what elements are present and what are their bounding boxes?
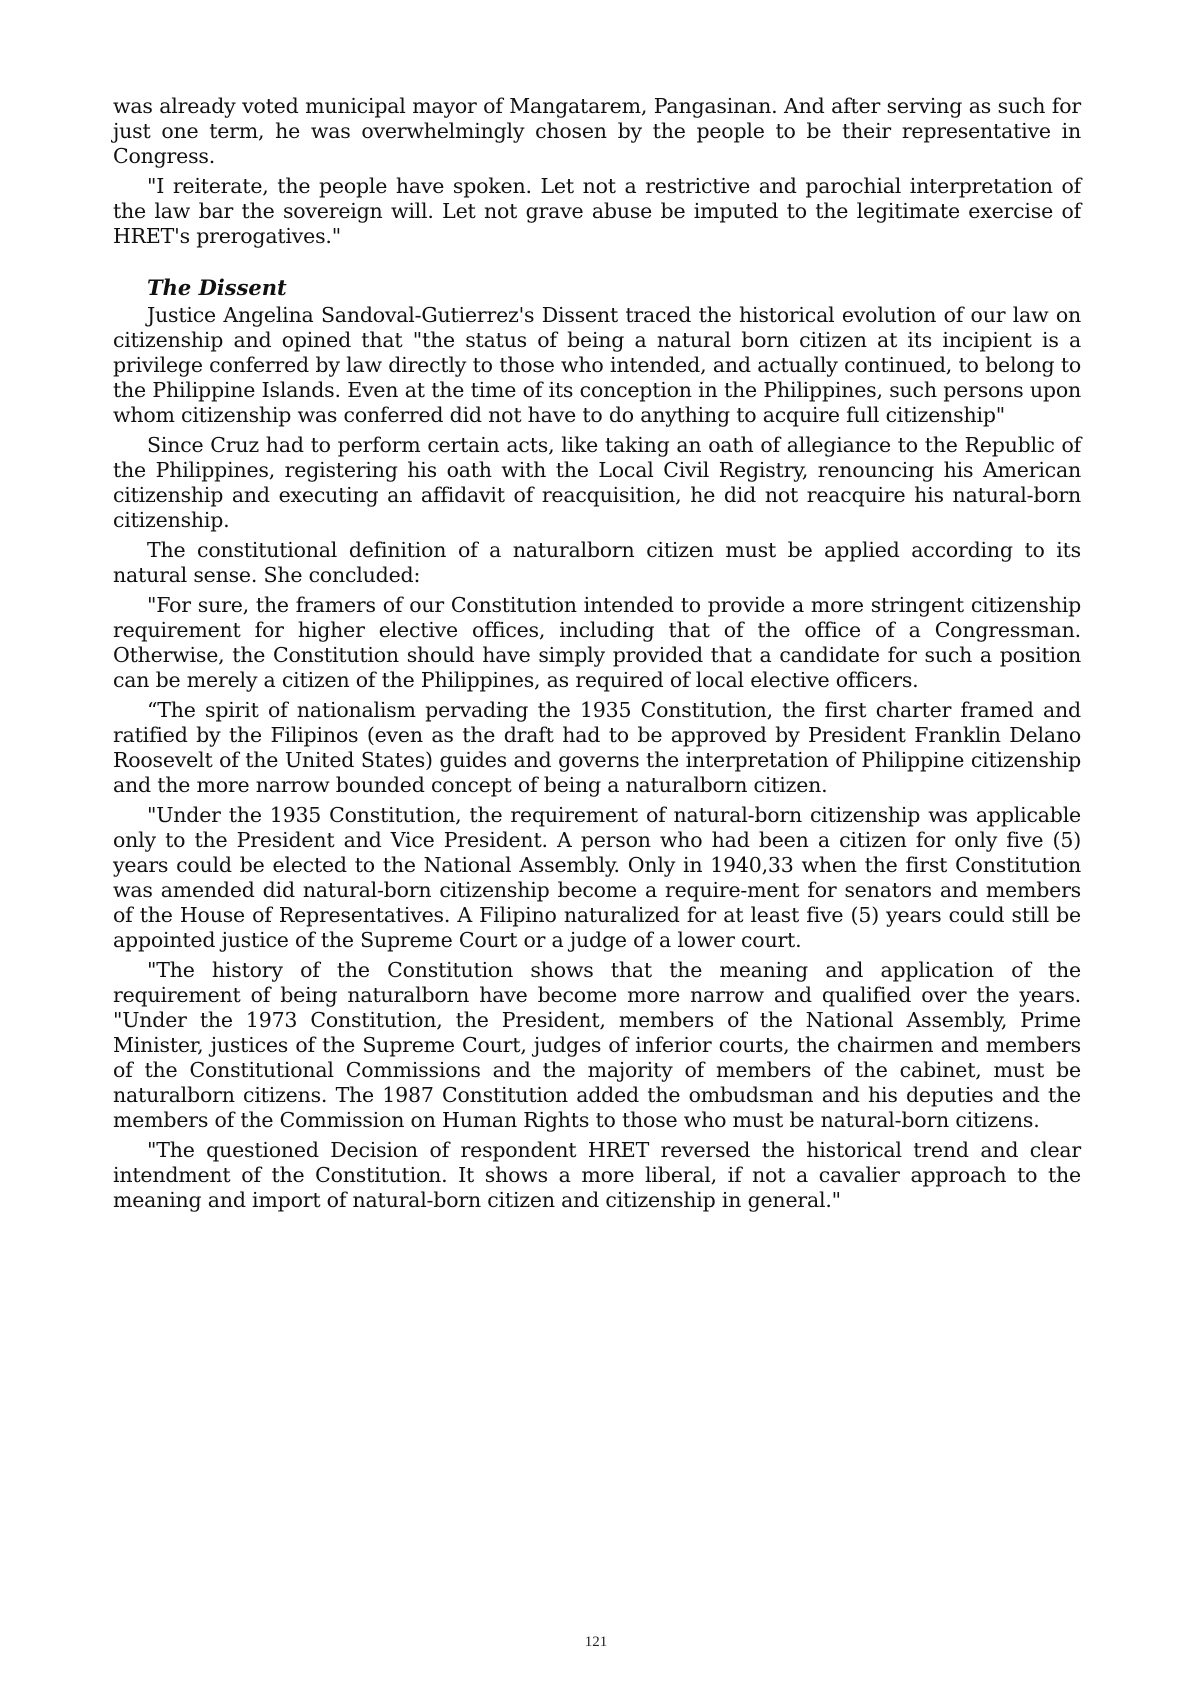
paragraph-constitutional-definition: The constitutional definition of a naturalborn citizen must be applied according to its natural sense. She concluded: [113, 538, 1081, 587]
section-heading-dissent: The Dissent [147, 275, 287, 300]
paragraph-questioned-decision: "The questioned Decision of respondent HRET reversed the historical trend and clear intendment of the Constitution. It shows a more liberal, if not a cavalier approach to the meaning and import of natural-born citizen and citizenship in general." [113, 1138, 1081, 1212]
paragraph-framers: "For sure, the framers of our Constitution intended to provide a more stringent citizenship requirement for higher elective offices, including that of the office of a Congressman. Otherwise, the Constitution should have simply provided that a candidate for such a position can be merely a citizen of the Philippines, as required of local elective officers. [113, 593, 1081, 692]
paragraph-1935-constitution: "Under the 1935 Constitution, the requirement of natural-born citizenship was applicable only to the President and Vice President. A person who had been a citizen for only five (5) years could be elected to the National Assembly. Only in 1940,33 when the first Constitution was amended did natural-born citizenship become a require-ment for senators and members of the House of Representatives. A Filipino naturalized for at least five (5) years could still be appointed justice of the Supreme Court or a judge of a lower court. [113, 803, 1081, 952]
paragraph-quote-reiterate: "I reiterate, the people have spoken. Let not a restrictive and parochial interpretation of the law bar the sovereign will. Let not grave abuse be imputed to the legitimate exercise of HRET's prerogatives." [113, 174, 1081, 248]
paragraph-continued: was already voted municipal mayor of Mangatarem, Pangasinan. And after serving as such for just one term, he was overwhelmingly chosen by the people to be their representative in Congress. [113, 94, 1081, 168]
paragraph-nationalism: “The spirit of nationalism pervading the 1935 Constitution, the first charter framed and ratified by the Filipinos (even as the draft had to be approved by President Franklin Delano Roosevelt of the United States) guides and governs the interpretation of Philippine citizenship and the more narrow bounded concept of being a naturalborn citizen. [113, 698, 1081, 797]
paragraph-dissent-intro: Justice Angelina Sandoval-Gutierrez's Dissent traced the historical evolution of our law on citizenship and opined that "the status of being a natural born citizen at its incipient is a privilege conferred by law directly to those who intended, and actually continued, to belong to the Philippine Islands. Even at the time of its conception in the Philippines, such persons upon whom citizenship was conferred did not have to do anything to acquire full citizenship" [113, 303, 1081, 427]
page-number: 121 [584, 1634, 608, 1650]
paragraph-cruz-acts: Since Cruz had to perform certain acts, like taking an oath of allegiance to the Republic of the Philippines, registering his oath with the Local Civil Registry, renouncing his American citizenship and executing an affidavit of reacquisition, he did not reacquire his natural-born citizenship. [113, 433, 1081, 532]
paragraph-history: "The history of the Constitution shows that the meaning and application of the requirement of being naturalborn have become more narrow and qualified over the years. "Under the 1973 Constitution, the President, members of the National Assembly, Prime Minister, justices of the Supreme Court, judges of inferior courts, the chairmen and members of the Constitutional Commissions and the majority of members of the cabinet, must be naturalborn citizens. The 1987 Constitution added the ombudsman and his deputies and the members of the Commission on Human Rights to those who must be natural-born citizens. [113, 958, 1081, 1132]
document-body [113, 94, 1081, 1218]
